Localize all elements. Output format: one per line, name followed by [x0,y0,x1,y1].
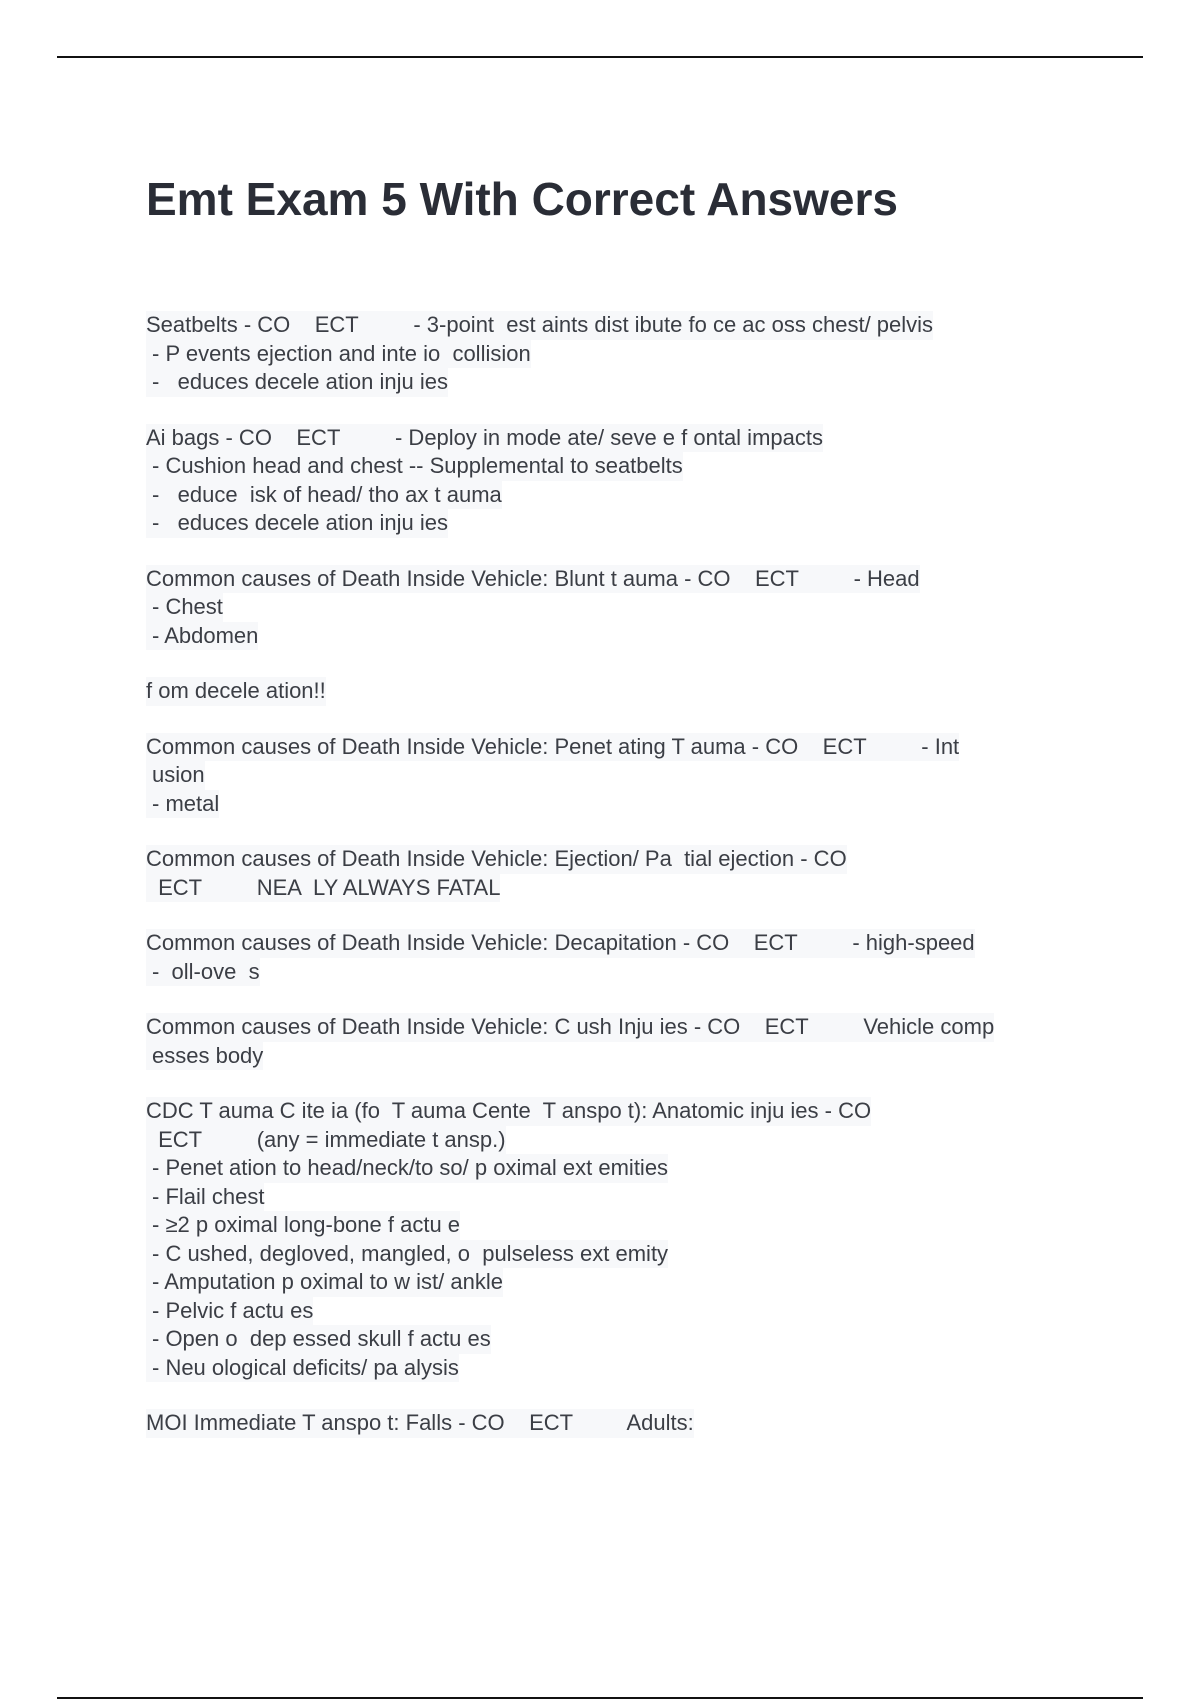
qa-answer-line: esses body [146,1042,263,1071]
qa-answer-line: - Cushion head and chest -- Supplemental to seatbelts [146,452,683,481]
qa-block [146,845,1106,902]
qa-answer-line: - Abdomen [146,622,258,651]
qa-block [146,1409,1106,1438]
qa-answer-line: - Penet ation to head/neck/to so/ p oximal ext emities [146,1154,668,1183]
qa-question-line: Common causes of Death Inside Vehicle: Ejection/ Pa tial ejection - CO [146,845,847,874]
qa-question-line: CDC T auma C ite ia (fo T auma Cente T anspo t): Anatomic inju ies - CO [146,1097,871,1126]
qa-answer-line: - C ushed, degloved, mangled, o pulseless ext emity [146,1240,668,1269]
qa-answer-line: - Amputation p oximal to w ist/ ankle [146,1268,503,1297]
qa-block [146,424,1106,538]
document-body [146,311,1106,1465]
bottom-rule [57,1697,1143,1699]
qa-question-line: f om decele ation!! [146,677,326,706]
qa-question-line: Common causes of Death Inside Vehicle: Penet ating T auma - CO ECT - Int [146,733,959,762]
qa-question-line: Seatbelts - CO ECT - 3-point est aints dist ibute fo ce ac oss chest/ pelvis [146,311,933,340]
document-title: Emt Exam 5 With Correct Answers [146,173,898,225]
qa-answer-line: - oll-ove s [146,958,260,987]
qa-answer-line: - ≥2 p oximal long-bone f actu e [146,1211,460,1240]
qa-block [146,733,1106,819]
qa-answer-line: - metal [146,790,219,819]
qa-answer-line: - Flail chest [146,1183,264,1212]
qa-answer-line: - educes decele ation inju ies [146,368,448,397]
qa-answer-line: - P events ejection and inte io collision [146,340,531,369]
qa-answer-line: - Neu ological deficits/ pa alysis [146,1354,459,1383]
qa-answer-line: ECT NEA LY ALWAYS FATAL [146,874,500,903]
qa-block [146,1097,1106,1382]
qa-question-line: Common causes of Death Inside Vehicle: C ush Inju ies - CO ECT Vehicle comp [146,1013,994,1042]
qa-answer-line: - Pelvic f actu es [146,1297,313,1326]
qa-block [146,311,1106,397]
qa-question-line: Common causes of Death Inside Vehicle: Blunt t auma - CO ECT - Head [146,565,920,594]
qa-answer-line: - educes decele ation inju ies [146,509,448,538]
qa-question-line: Ai bags - CO ECT - Deploy in mode ate/ seve e f ontal impacts [146,424,823,453]
qa-answer-line: - educe isk of head/ tho ax t auma [146,481,502,510]
qa-answer-line: usion [146,761,205,790]
qa-answer-line: - Chest [146,593,223,622]
qa-answer-line: - Open o dep essed skull f actu es [146,1325,491,1354]
qa-question-line: Common causes of Death Inside Vehicle: Decapitation - CO ECT - high-speed [146,929,975,958]
qa-block [146,929,1106,986]
top-rule [57,56,1143,58]
qa-question-line: MOI Immediate T anspo t: Falls - CO ECT Adults: [146,1409,694,1438]
qa-block [146,1013,1106,1070]
qa-block [146,565,1106,651]
qa-block [146,677,1106,706]
qa-answer-line: ECT (any = immediate t ansp.) [146,1126,506,1155]
